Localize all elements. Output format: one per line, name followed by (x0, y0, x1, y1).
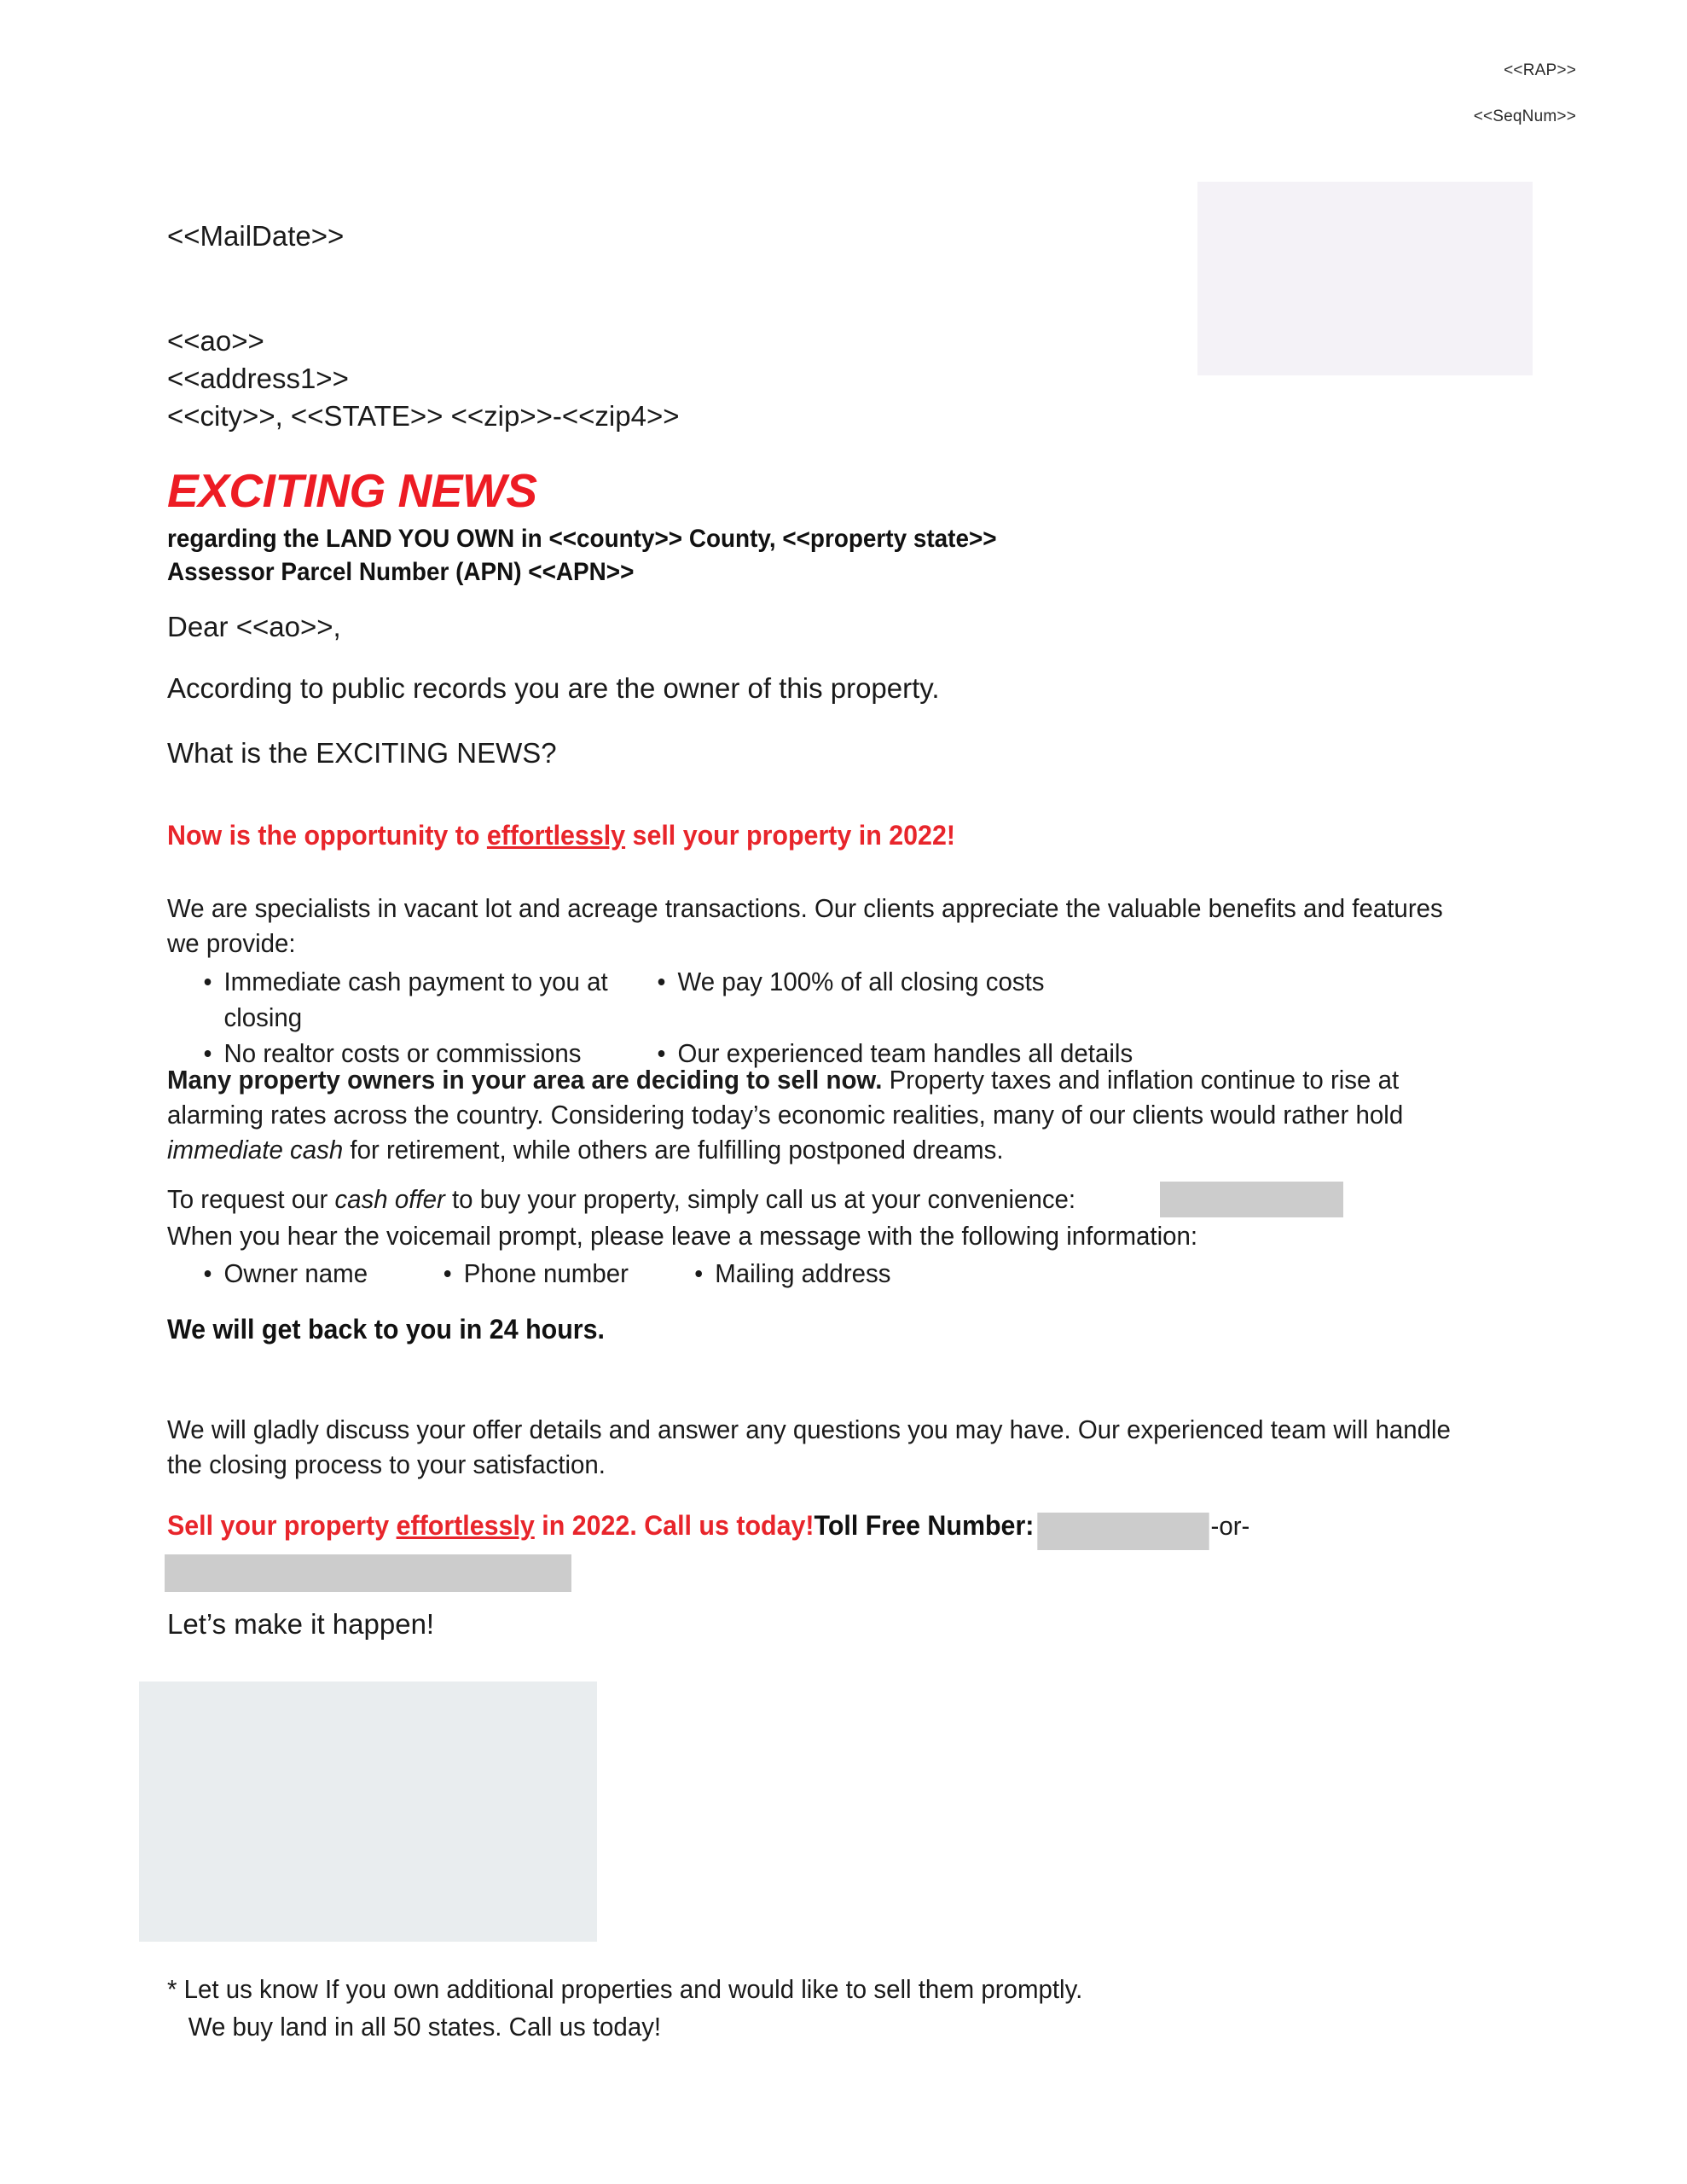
subheadline-line-2: Assessor Parcel Number (APN) <<APN>> (167, 558, 635, 586)
benefit-label: No realtor costs or commissions (223, 1038, 582, 1068)
cta-toll-free-line (167, 1510, 1249, 1542)
recipient-address1: <<address1>> (167, 363, 349, 394)
message-info-list (167, 1256, 1464, 1292)
signature-placeholder-box (139, 1682, 597, 1942)
cta-red-opportunity-pre: Now is the opportunity to (167, 820, 487, 851)
paragraph-specialists: We are specialists in vacant lot and acreage transactions. Our clients appreciate the valuable benefits and features we provide: (167, 893, 1443, 958)
paragraph-owners-selling (167, 1062, 1456, 1167)
benefits-list (167, 964, 1464, 1072)
merge-field-rap: <<RAP>> (1504, 61, 1576, 79)
list-item (626, 964, 1045, 1036)
list-item (167, 1256, 432, 1292)
paragraph-public-records: According to public records you are the owner of this property. (167, 672, 940, 704)
benefits-row (167, 964, 1464, 1036)
mail-date: <<MailDate>> (167, 220, 345, 252)
redacted-alternate-number (165, 1554, 571, 1592)
cta-red-opportunity-post: sell your property in 2022! (625, 820, 955, 851)
bullet-dot-icon (695, 1270, 702, 1277)
request-offer-pre: To request our (167, 1184, 335, 1214)
request-offer-post: to buy your property, simply call us at your convenience: (444, 1184, 1076, 1214)
redacted-toll-free-number (1037, 1513, 1209, 1550)
subheadline-line-1: regarding the LAND YOU OWN in <<county>> County, <<property state>> (167, 525, 997, 553)
paragraph-owners-body-2: for retirement, while others are fulfilling postponed dreams. (343, 1135, 1004, 1165)
merge-field-seqnum: <<SeqNum>> (1473, 107, 1576, 125)
footnote-line-1: * Let us know If you own additional properties and would like to sell them promptly. (167, 1974, 1083, 2004)
paragraph-voicemail: When you hear the voicemail prompt, please leave a message with the following information: (167, 1221, 1198, 1251)
recipient-city-state-zip: <<city>>, <<STATE>> <<zip>>-<<zip4>> (167, 400, 680, 432)
message-info-label: Owner name (223, 1258, 368, 1288)
or-separator: -or- (1210, 1511, 1250, 1541)
recipient-name: <<ao>> (167, 325, 264, 357)
list-item (432, 1256, 687, 1292)
paragraph-owners-italic: immediate cash (167, 1135, 344, 1165)
benefit-label: Our experienced team handles all details (677, 1038, 1133, 1068)
cta-red-sell-pre: Sell your property (167, 1510, 397, 1541)
bullet-dot-icon (444, 1270, 451, 1277)
question-line: What is the EXCITING NEWS? (167, 737, 557, 769)
bullet-dot-icon (205, 1270, 212, 1277)
benefit-label: Immediate cash payment to you at closing (223, 967, 608, 1032)
paragraph-request-offer (167, 1182, 1180, 1217)
recipient-address-block (167, 322, 680, 435)
subheadline (167, 522, 997, 589)
bullet-dot-icon (205, 1050, 212, 1057)
paragraph-discuss-offer: We will gladly discuss your offer details and answer any questions you may have. Our experienced team will handle the closing process to your satisfaction. (167, 1414, 1451, 1479)
footnote (167, 1971, 1383, 2046)
paragraph-owners-lead: Many property owners in your area are deciding to sell now. (167, 1065, 883, 1095)
bullet-dot-icon (205, 979, 212, 985)
message-info-label: Mailing address (715, 1258, 891, 1288)
salutation: Dear <<ao>>, (167, 611, 341, 642)
benefit-label: We pay 100% of all closing costs (677, 967, 1045, 996)
redacted-phone-number (1160, 1182, 1343, 1217)
message-info-row (167, 1256, 1464, 1292)
response-time-statement: We will get back to you in 24 hours. (167, 1314, 605, 1345)
cta-red-sell-post: in 2022. Call us today! (534, 1510, 815, 1541)
bullet-dot-icon (658, 979, 665, 985)
toll-free-label: Toll Free Number: (814, 1510, 1035, 1541)
closing-line: Let’s make it happen! (167, 1608, 435, 1640)
list-item (167, 964, 626, 1036)
message-info-label: Phone number (463, 1258, 629, 1288)
bullet-dot-icon (658, 1050, 665, 1057)
headline: EXCITING NEWS (167, 464, 537, 517)
logo-placeholder-box (1197, 182, 1533, 375)
request-offer-italic: cash offer (334, 1184, 445, 1214)
cta-red-opportunity (167, 817, 955, 853)
footnote-line-2: We buy land in all 50 states. Call us today! (188, 2012, 662, 2042)
list-item (687, 1256, 891, 1292)
cta-red-sell-underline: effortlessly (396, 1510, 535, 1541)
paragraph-owners-body-1: Property taxes and inflation continue to rise at alarming rates across the country. Considering today’s economic realities, many of our clients would rather hold (167, 1065, 1404, 1130)
cta-red-opportunity-underline: effortlessly (486, 820, 626, 851)
